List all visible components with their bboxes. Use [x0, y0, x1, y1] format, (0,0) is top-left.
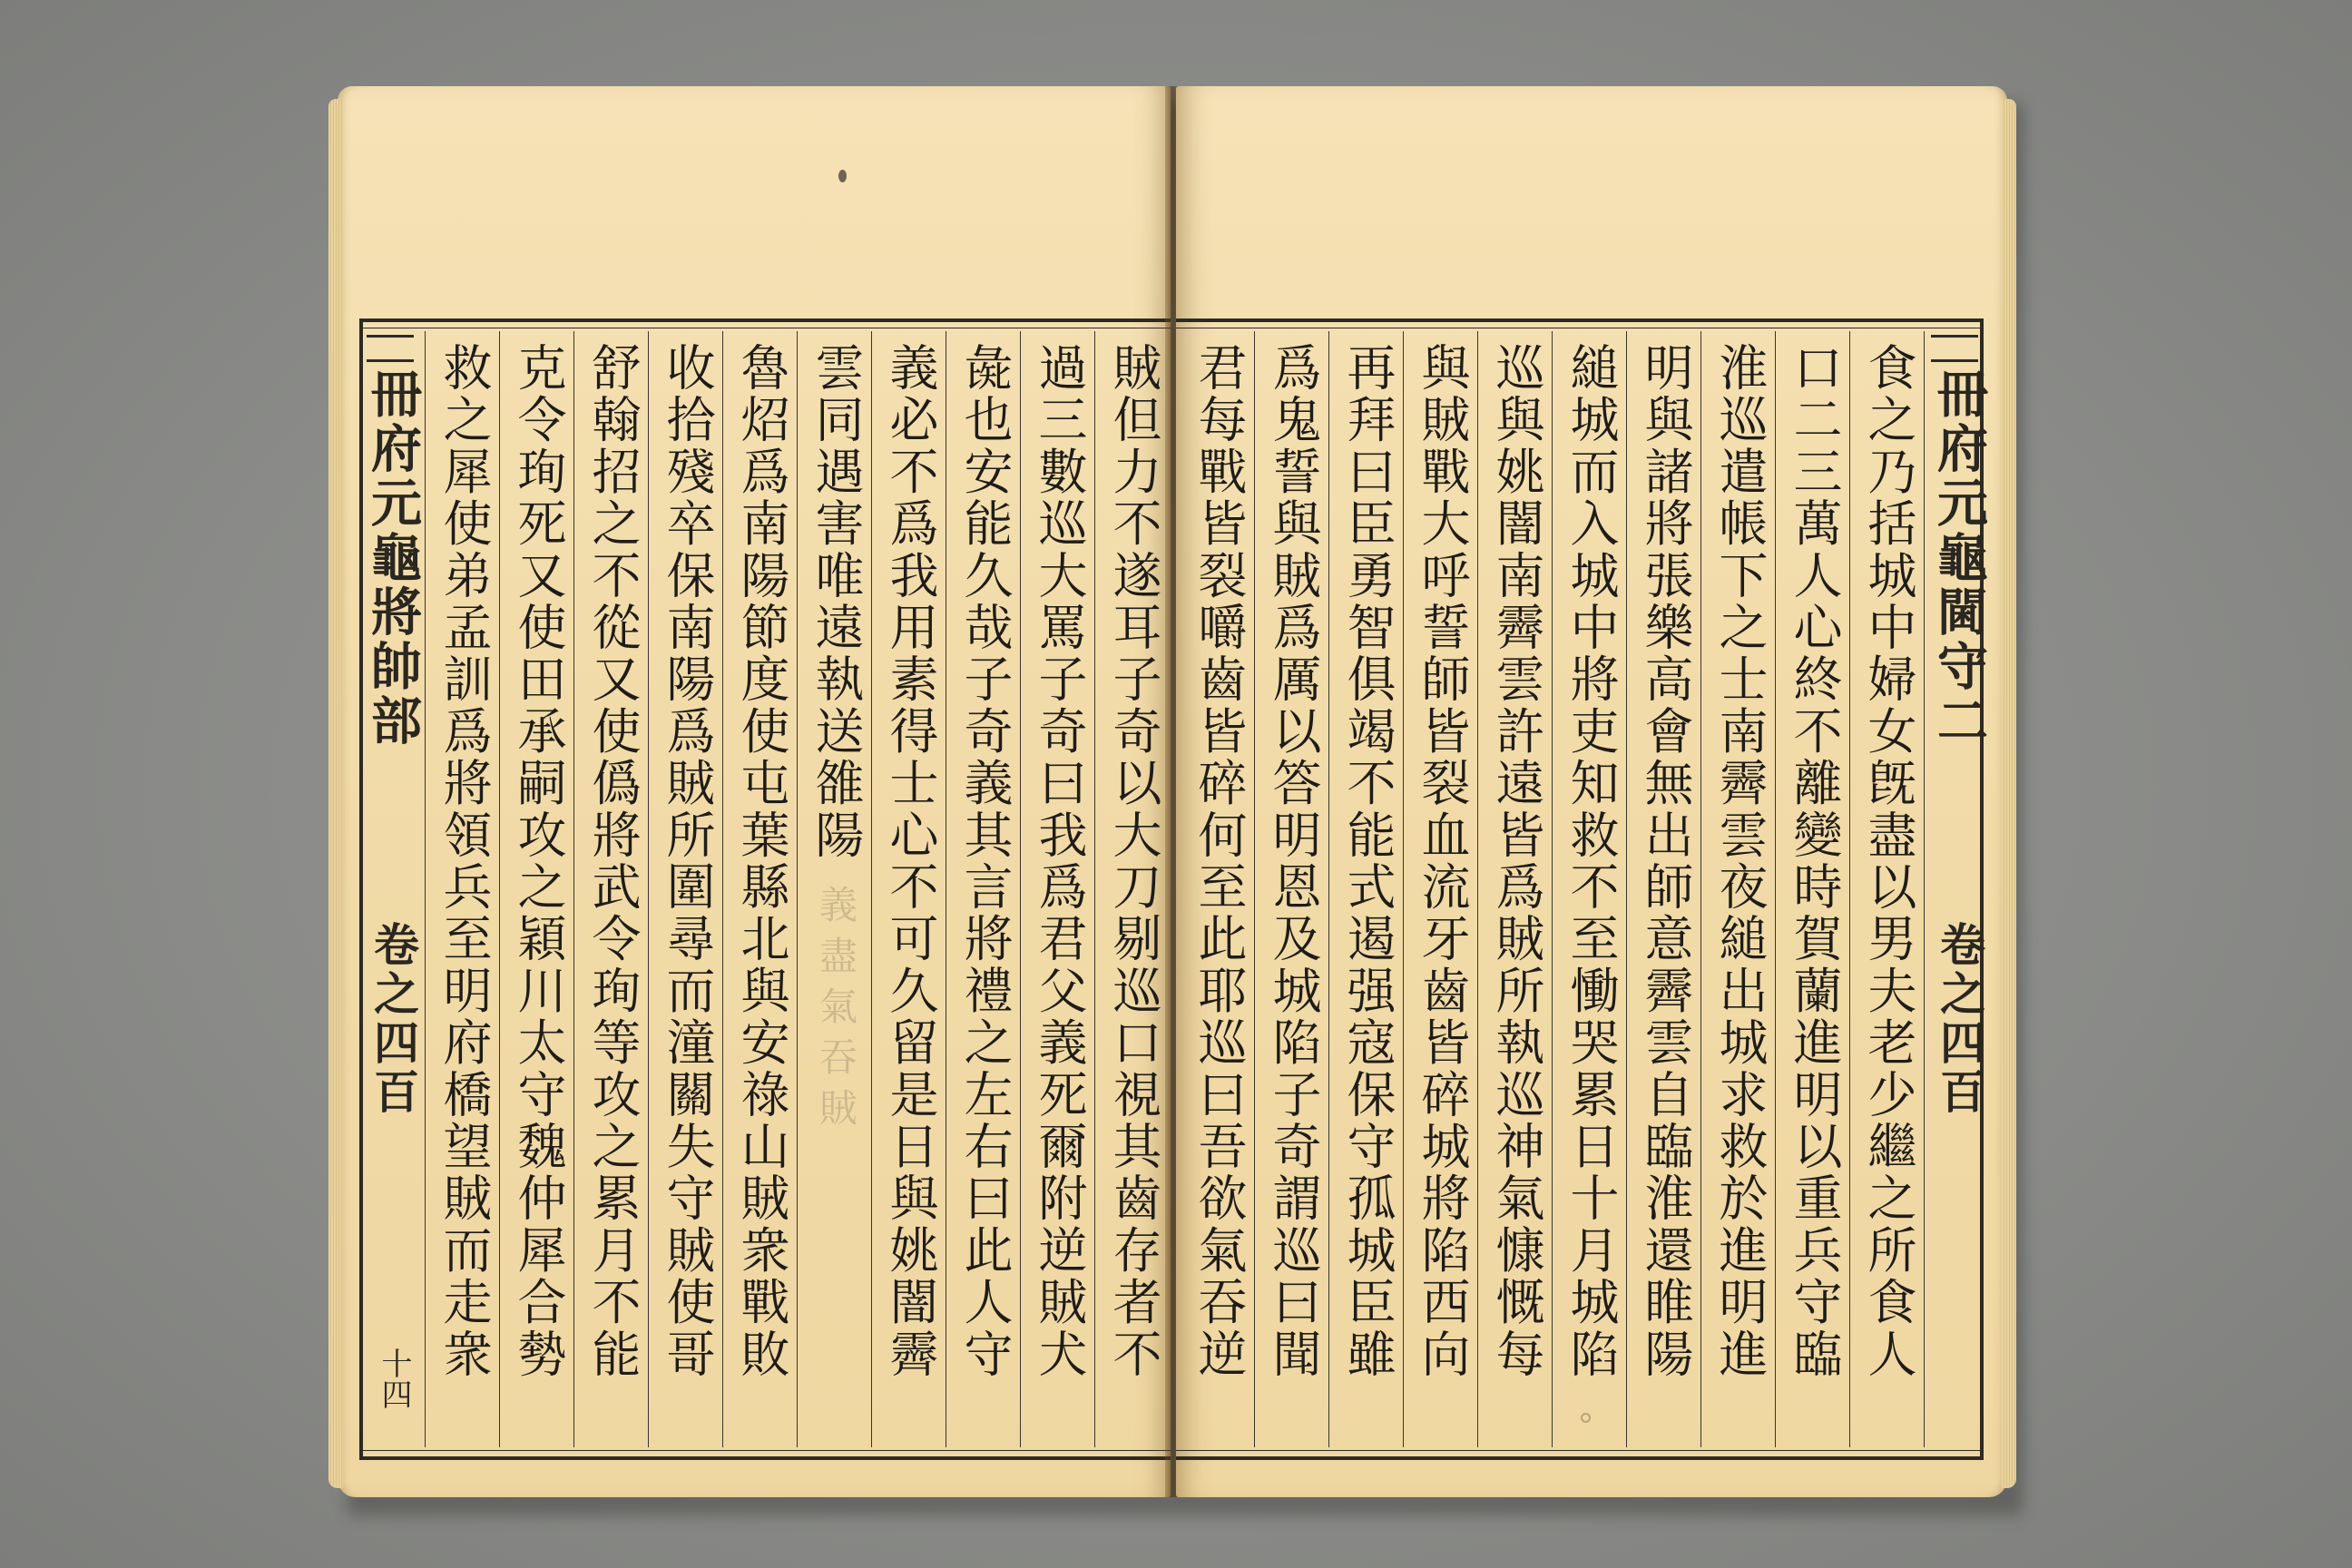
left-volume-label: 卷之四百 [367, 921, 420, 1117]
left-col-10: 救之犀使弟孟訓爲將領兵至明府橋望賊而走衆 [436, 342, 493, 1380]
right-volume-label: 卷之四百 [1933, 921, 1986, 1117]
fish-tail-mark [1931, 335, 1978, 362]
show-through-ink: 義盡氣吞賊 [814, 885, 858, 1139]
right-running-title: 冊府元龜閫守二 [1929, 368, 1989, 749]
left-running-title: 冊府元龜將帥部 [363, 368, 423, 749]
right-col-9: 爲鬼誓與賊爲厲以答明恩及城陷子奇謂巡曰聞 [1265, 342, 1322, 1380]
right-col-10: 君每戰皆裂嚼齒皆碎何至此耶巡曰吾欲氣吞逆 [1191, 342, 1248, 1380]
left-col-4: 義必不爲我用素得士心不可久留是日與姚闇霽 [882, 342, 939, 1380]
ink-spot [838, 170, 847, 182]
left-col-6: 魯炤爲南陽節度使屯葉縣北與安祿山賊衆戰敗 [733, 342, 790, 1380]
right-col-2: 口二三萬人心終不離變時賀蘭進明以重兵守臨 [1786, 342, 1843, 1380]
right-text-frame [1176, 318, 1989, 1460]
left-page-edges [328, 99, 343, 1488]
right-col-5: 縋城而入城中將吏知救不至慟哭累日十月城陷 [1563, 342, 1620, 1380]
right-col-3: 淮巡遣帳下之士南霽雲夜縋出城求救於進明進 [1711, 342, 1769, 1380]
left-col-8: 舒翰招之不從又使僞將武令珣等攻之累月不能 [584, 342, 642, 1380]
right-col-1: 食之乃括城中婦女旣盡以男夫老少繼之所食人 [1860, 342, 1917, 1380]
right-page-edges [2002, 99, 2016, 1488]
right-col-7: 與賊戰大呼誓師皆裂血流牙齒皆碎城將陷西向 [1414, 342, 1471, 1380]
fish-tail-mark [367, 335, 414, 362]
folio-number: 十四 [376, 1348, 412, 1409]
right-col-8: 再拜曰臣勇智俱竭不能式遏强寇保守孤城臣雖 [1339, 342, 1396, 1380]
left-col-2: 過三數巡大罵子奇曰我爲君父義死爾附逆賊犬 [1031, 342, 1088, 1380]
left-col-7: 收拾殘卒保南陽爲賊所圍尋而潼關失守賊使哥 [659, 342, 716, 1380]
left-page [338, 86, 1171, 1497]
right-col-6: 巡與姚闇南霽雲許遠皆爲賊所執巡神氣慷慨每 [1488, 342, 1545, 1380]
open-book [338, 86, 2007, 1497]
left-col-9: 克令珣死又使田承嗣攻之穎川太守魏仲犀合勢 [510, 342, 567, 1380]
left-col-5: 雲同遇害唯遠執送雒陽 [808, 342, 865, 861]
left-text-frame [359, 318, 1171, 1460]
right-col-4: 明與諸將張樂高會無出師意霽雲自臨淮還睢陽 [1637, 342, 1694, 1380]
left-col-1: 賊但力不遂耳子奇以大刀剔巡口視其齒存者不 [1105, 342, 1162, 1380]
right-page [1176, 86, 2007, 1497]
left-col-3: 彘也安能久哉子奇義其言將禮之左右曰此人守 [956, 342, 1014, 1380]
